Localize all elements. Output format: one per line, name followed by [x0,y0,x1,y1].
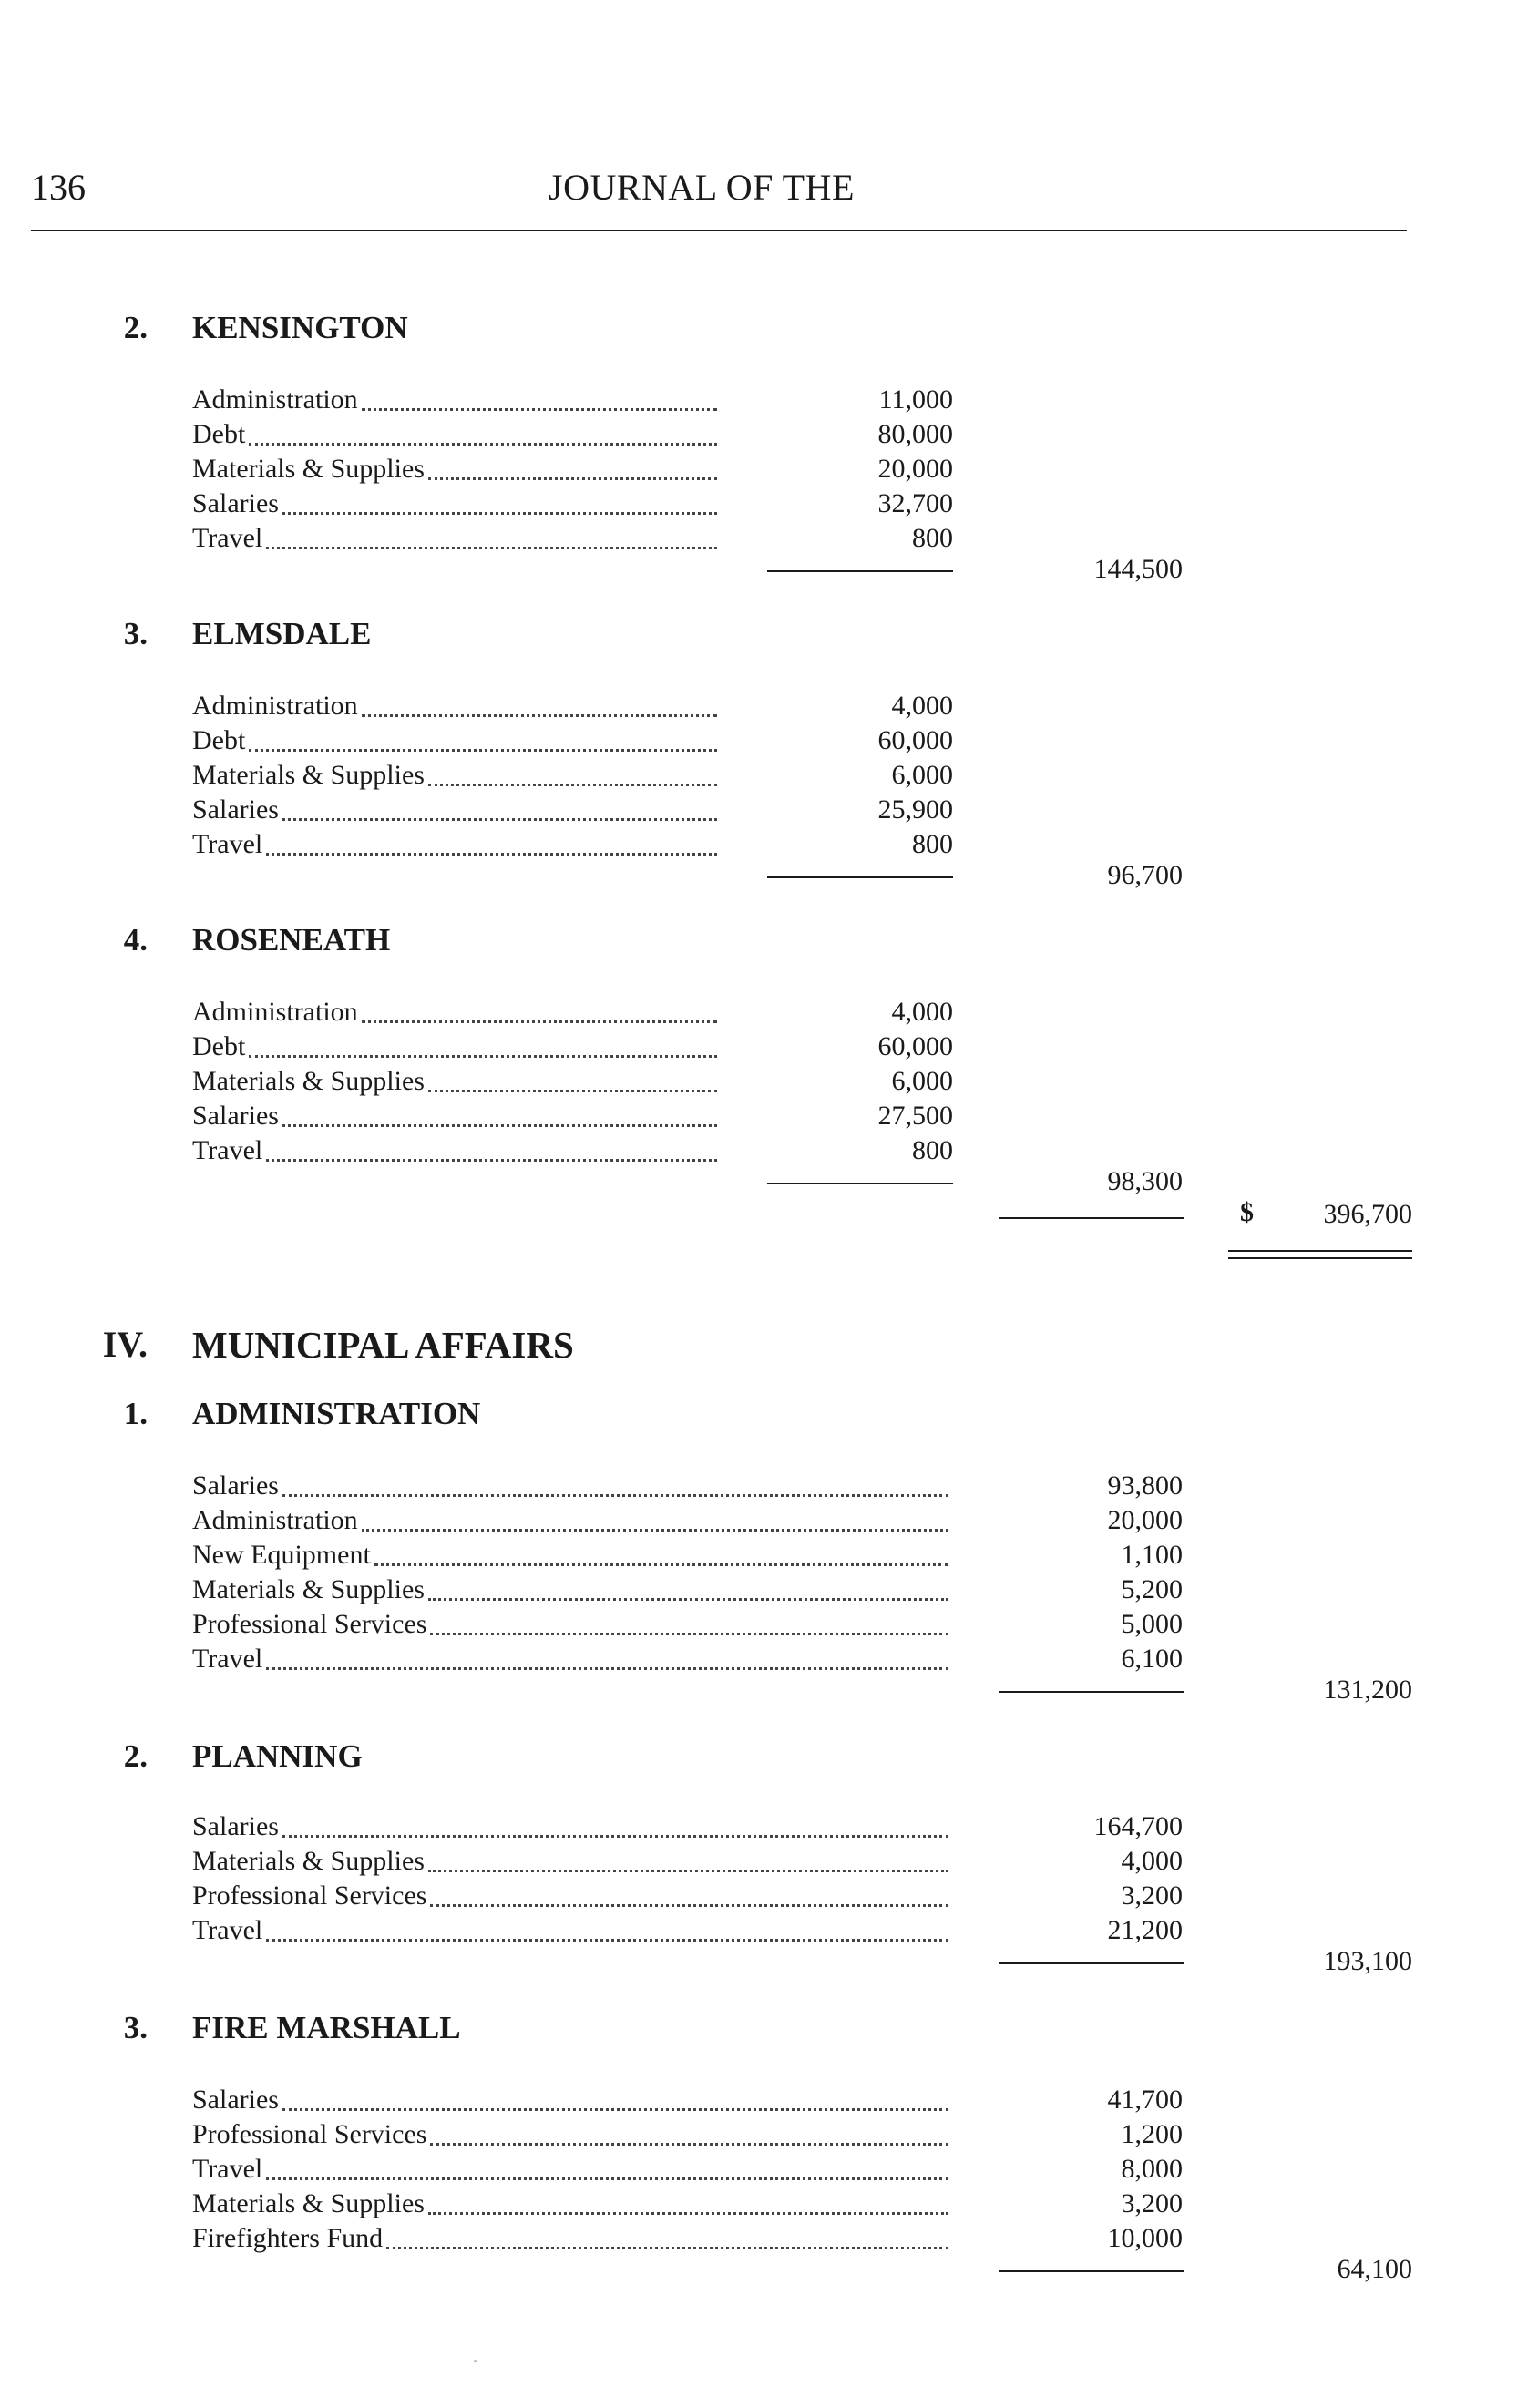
line-item: Administration [192,995,721,1030]
line-amount: 25,900 [877,794,953,825]
line-amount: 3,200 [1121,2188,1183,2218]
part-number: IV. [102,1324,148,1365]
subtotal-rule [999,2270,1184,2272]
line-item: Salaries [192,1809,952,1844]
line-item: Travel [192,1642,952,1676]
section-number: 2. [123,1738,148,1774]
line-amount: 5,000 [1121,1609,1183,1639]
line-amount: 60,000 [877,1031,953,1061]
line-amount: 1,100 [1121,1540,1183,1570]
line-item: Materials & Supplies [192,452,721,487]
line-amount: 164,700 [1093,1811,1183,1841]
section-number: 3. [123,616,148,651]
line-item: Travel [192,1913,952,1948]
section-heading-fire-marshall: FIRE MARSHALL [192,2010,461,2045]
section-heading-administration: ADMINISTRATION [192,1396,481,1431]
line-amount: 20,000 [1107,1505,1183,1535]
line-amount: 93,800 [1107,1470,1183,1501]
section-total: 131,200 [1323,1675,1412,1705]
section-number: 2. [123,310,148,345]
line-amount: 21,200 [1107,1915,1183,1945]
line-amount: 3,200 [1121,1880,1183,1911]
line-amount: 6,000 [891,1066,953,1096]
header-rule [31,230,1407,231]
line-amount: 4,000 [891,997,953,1027]
line-item: Materials & Supplies [192,1573,952,1607]
line-amount: 5,200 [1121,1574,1183,1604]
line-amount: 6,100 [1121,1644,1183,1674]
line-amount: 10,000 [1107,2223,1183,2253]
total-rule [999,1217,1184,1219]
section-total: 193,100 [1323,1946,1412,1976]
page-number: 136 [31,167,86,208]
line-amount: 32,700 [877,488,953,518]
line-item: Salaries [192,1469,952,1503]
line-item: Materials & Supplies [192,758,721,793]
line-item: Travel [192,827,721,862]
section-heading-kensington: KENSINGTON [192,310,408,345]
line-item: Debt [192,723,721,758]
section-number: 1. [123,1396,148,1431]
section-total: 144,500 [1093,554,1183,584]
part-heading-municipal-affairs: MUNICIPAL AFFAIRS [192,1324,574,1366]
line-amount: 41,700 [1107,2085,1183,2115]
subtotal-rule [999,1691,1184,1693]
line-item: Professional Services [192,2117,952,2152]
section-heading-elmsdale: ELMSDALE [192,616,372,651]
subtotal-rule [767,876,953,878]
line-item: Professional Services [192,1607,952,1642]
line-amount: 80,000 [877,419,953,449]
line-amount: 20,000 [877,454,953,484]
line-item: Administration [192,383,721,417]
line-item: Travel [192,2152,952,2187]
line-item: Administration [192,689,721,723]
line-amount: 8,000 [1121,2154,1183,2184]
section-heading-roseneath: ROSENEATH [192,922,391,958]
line-amount: 1,200 [1121,2119,1183,2149]
line-item: Debt [192,417,721,452]
section-heading-planning: PLANNING [192,1738,363,1774]
line-item: Administration [192,1503,952,1538]
line-item: Travel [192,1133,721,1168]
subtotal-rule [767,570,953,572]
line-amount: 60,000 [877,725,953,755]
line-amount: 800 [912,829,953,859]
line-item: Salaries [192,793,721,827]
section-number: 4. [123,922,148,958]
line-item: Materials & Supplies [192,1064,721,1099]
grand-total: 396,700 [1323,1199,1412,1229]
line-item: Salaries [192,487,721,521]
section-number: 3. [123,2010,148,2045]
line-amount: 4,000 [891,691,953,721]
line-item: Firefighters Fund [192,2221,952,2256]
line-item: Salaries [192,1099,721,1133]
section-total: 98,300 [1107,1166,1183,1196]
line-amount: 6,000 [891,760,953,790]
section-total: 96,700 [1107,860,1183,890]
line-amount: 800 [912,1135,953,1165]
subtotal-rule [767,1183,953,1184]
line-item: Debt [192,1030,721,1064]
line-amount: 11,000 [878,384,953,415]
grand-total-double-rule [1228,1250,1412,1259]
scan-speck [474,2360,477,2362]
line-item: Materials & Supplies [192,1844,952,1879]
line-item: Professional Services [192,1879,952,1913]
line-amount: 4,000 [1121,1846,1183,1876]
line-item: Salaries [192,2083,952,2117]
running-head: JOURNAL OF THE [549,167,855,208]
line-amount: 27,500 [877,1101,953,1131]
subtotal-rule [999,1962,1184,1964]
line-item: New Equipment [192,1538,952,1573]
currency-sign: $ [1240,1197,1254,1227]
line-item: Travel [192,521,721,556]
section-total: 64,100 [1337,2254,1412,2284]
line-amount: 800 [912,523,953,553]
line-item: Materials & Supplies [192,2187,952,2221]
